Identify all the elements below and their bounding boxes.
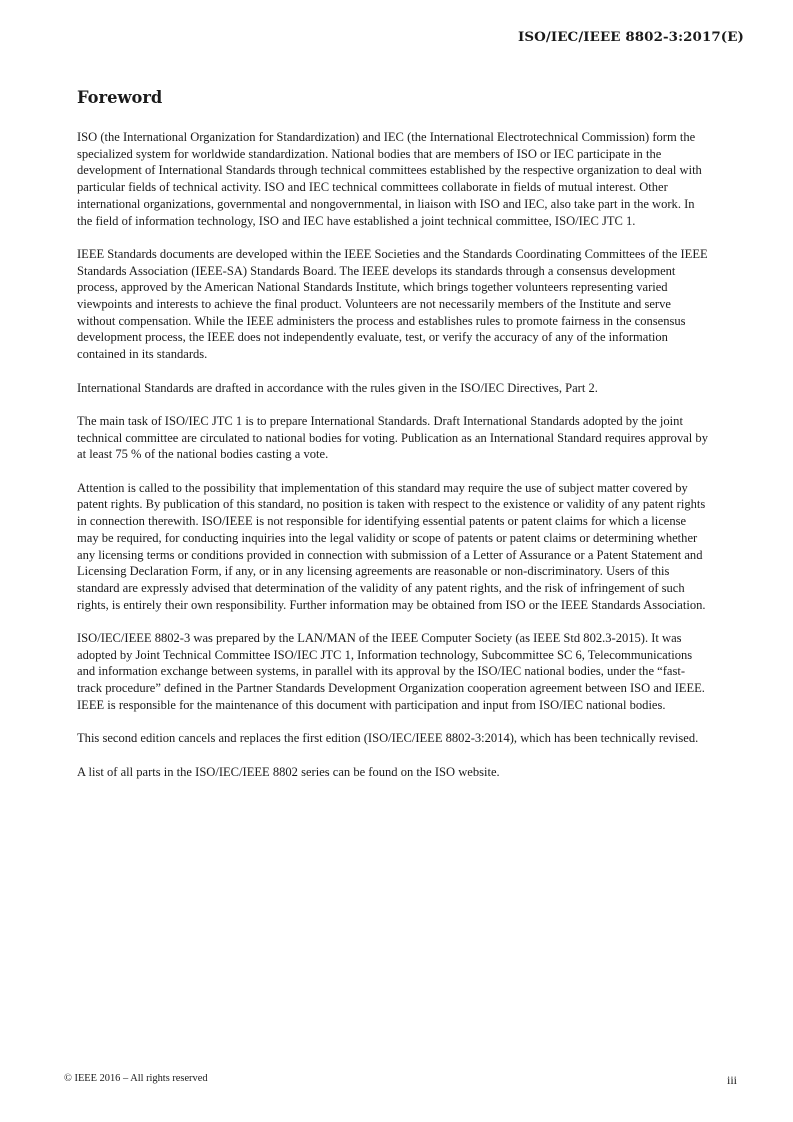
copyright-notice: © IEEE 2016 – All rights reserved bbox=[64, 1073, 208, 1084]
page-number: iii bbox=[726, 1073, 737, 1087]
paragraph-patent-rights: Attention is called to the possibility that implementation of this standard may require the use of subject matter covered by patent rights. By publication of this standard, no position is taken with respect to the existence or validity of any patent rights in connection therewith. ISO/IEEE is not responsible for identifying essential patents or patent claims for which a license may be required, for conducting inquiries into the legal validity or scope of patents or patent claims or determining whether any licensing terms or conditions provided in connection with submission of a Letter of Assurance or a Patent Statement and Licensing Declaration Form, if any, or in any licensing agreements are reasonable or non-discriminatory. Users of this standard are expressly advised that determination of the validity of any patent rights, and the risk of infringement of such rights, is entirely their own responsibility. Further information may be obtained from ISO or the IEEE Standards Association. bbox=[77, 480, 706, 612]
document-code-header: ISO/IEC/IEEE 8802-3:2017(E) bbox=[518, 29, 744, 45]
paragraph-jtc1-task: The main task of ISO/IEC JTC 1 is to prepare International Standards. Draft International Standards adopted by the joint technical committee are circulated to national bodies for voting. Publication as an International Standard requires approval by at least 75 % of the national bodies casting a vote. bbox=[77, 413, 708, 462]
paragraph-iso-iec-intro: ISO (the International Organization for Standardization) and IEC (the International Electrotechnical Commission) form the specialized system for worldwide standardization. National bodies that are members of ISO or IEC participate in the development of International Standards through technical committees established by the respective organization to deal with particular fields of technical activity. ISO and IEC technical committees collaborate in fields of mutual interest. Other international organizations, governmental and nongovernmental, in liaison with ISO and IEC, also take part in the work. In the field of information technology, ISO and IEC have established a joint technical committee, ISO/IEC JTC 1. bbox=[77, 130, 702, 228]
paragraph-directives: International Standards are drafted in accordance with the rules given in the ISO/IEC Directives, Part 2. bbox=[77, 380, 598, 395]
page-title: Foreword bbox=[77, 88, 163, 107]
paragraph-preparation: ISO/IEC/IEEE 8802-3 was prepared by the LAN/MAN of the IEEE Computer Society (as IEEE Std 802.3-2015). It was adopted by Joint Technical Committee ISO/IEC JTC 1, Information technology, Subcommittee SC 6, Telecommunications and information exchange between systems, in parallel with its approval by the ISO/IEC national bodies, under the “fast-track procedure” defined in the Partner Standards Development Organization cooperation agreement between ISO and IEEE. IEEE is responsible for the maintenance of this document with participation and input from ISO/IEC national bodies. bbox=[77, 631, 705, 712]
foreword-body bbox=[77, 129, 708, 797]
paragraph-ieee-standards: IEEE Standards documents are developed within the IEEE Societies and the Standards Coordinating Committees of the IEEE Standards Association (IEEE-SA) Standards Board. The IEEE develops its standards through a consensus development process, approved by the American National Standards Institute, which brings together volunteers representing varied viewpoints and interests to achieve the final product. Volunteers are not necessarily members of the Institute and serve without compensation. While the IEEE administers the process and establishes rules to promote fairness in the consensus development process, the IEEE does not independently evaluate, test, or verify the accuracy of any of the information contained in its standards. bbox=[77, 246, 708, 362]
paragraph-series-list: A list of all parts in the ISO/IEC/IEEE 8802 series can be found on the ISO website. bbox=[77, 764, 500, 779]
paragraph-edition: This second edition cancels and replaces the first edition (ISO/IEC/IEEE 8802-3:2014), which has been technically revised. bbox=[77, 731, 699, 746]
